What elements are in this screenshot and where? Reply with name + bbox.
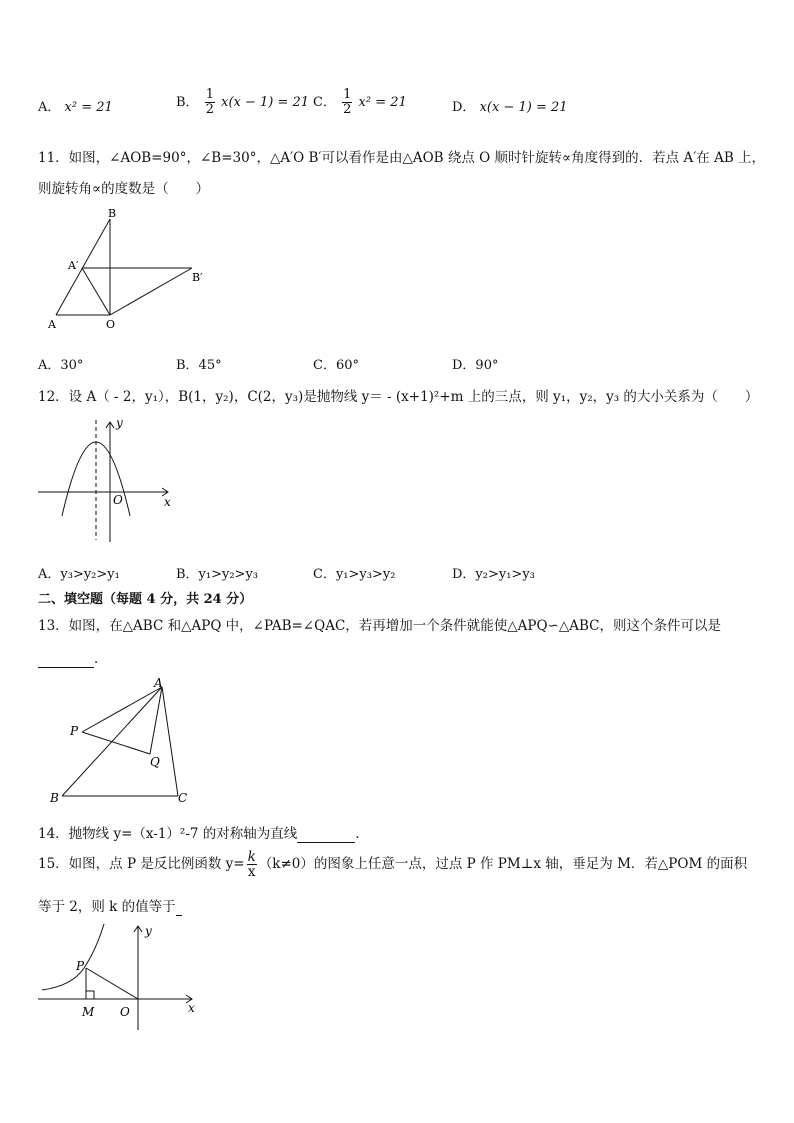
q15-text-line2: 等于 2，则 k 的值等于 (38, 895, 182, 916)
label-B-prime: B′ (192, 271, 203, 284)
label-x: x (188, 1001, 195, 1015)
q11-option-b: B．45° (176, 358, 222, 373)
label-Q: Q (150, 755, 160, 769)
right-angle-mark (86, 991, 94, 999)
q12-option-b: B．y₁>y₂>y₃ (176, 567, 259, 582)
label-A: A (48, 318, 56, 331)
label-B: B (108, 207, 117, 220)
q11-text-line1: 11．如图，∠AOB=90°，∠B=30°，△A′O B′可以看作是由△AOB 绕点 O 顺时针旋转∝角度得到的．若点 A′在 AB 上， (38, 150, 766, 166)
fraction: $\frac{1}{2}$ (205, 87, 214, 117)
label-A: A (154, 676, 163, 690)
label-P: P (70, 724, 79, 738)
hyperbola-curve (42, 924, 104, 990)
q12-option-c: C．y₁>y₃>y₂ (313, 567, 396, 582)
segment-OB1 (110, 268, 192, 315)
segment-AC (162, 687, 178, 796)
q10-option-a: A． x² = 21 (38, 100, 113, 115)
fraction: $\frac{1}{2}$ (343, 87, 352, 117)
q13-text-line1: 13．如图，在△ABC 和△APQ 中，∠PAB=∠QAC，若再增加一个条件就能使△APQ∽△ABC，则这个条件可以是 (38, 618, 721, 634)
fraction: $\frac{k}{x}$ (247, 849, 256, 880)
q15-text-line1: 15．如图，点 P 是反比例函数 y= $\frac{k}{x}$ （k≠0）的图象上任意一点，过点 P 作 PM⊥x 轴，垂足为 M．若△POM 的面积 (38, 849, 748, 880)
answer-blank (297, 826, 355, 843)
q13-figure (46, 674, 196, 809)
label-C: C (178, 791, 188, 805)
q12-option-d: D．y₂>y₁>y₃ (452, 567, 535, 582)
segment-AP (82, 687, 162, 732)
segment-AQ (150, 687, 162, 754)
q14-text: 14．抛物线 y=（x-1）²-7 的对称轴为直线 ． (38, 826, 369, 842)
q13-text-line2: ． (38, 647, 108, 668)
q10-option-d: D． x(x − 1) = 21 (452, 100, 568, 115)
label-M: M (82, 1005, 95, 1019)
q12-text: 12．设 A（ - 2，y₁），B(1，y₂)，C(2，y₃)是抛物线 y＝ - (x+1)²+m 上的三点，则 y₁，y₂，y₃ 的大小关系为（ ） (38, 389, 759, 405)
section-title: 二、填空题（每题 4 分，共 24 分） (38, 592, 253, 607)
label-origin: O (120, 1005, 130, 1019)
q12-option-a: A．y₃>y₂>y₁ (38, 567, 120, 582)
q15-figure (36, 920, 206, 1035)
answer-blank (38, 651, 94, 668)
label-P: P (76, 959, 85, 973)
q11-figure (40, 205, 220, 335)
q11-text-line2: 则旋转角∝的度数是（ ） (38, 181, 210, 197)
label-B: B (50, 791, 59, 805)
segment-A1O (82, 268, 110, 315)
label-y: y (116, 416, 123, 430)
label-A-prime: A′ (68, 259, 79, 272)
label-origin: O (113, 493, 123, 507)
segment-PQ (82, 732, 150, 754)
q11-option-d: D．90° (452, 358, 499, 373)
label-x: x (164, 495, 171, 509)
q10-option-c: C． $\frac{1}{2}$ x² = 21 (313, 87, 407, 117)
q11-option-a: A．30° (38, 358, 84, 373)
label-O: O (106, 318, 116, 331)
q11-option-c: C．60° (313, 358, 359, 373)
q12-figure (36, 412, 186, 547)
label-y: y (145, 924, 152, 938)
answer-blank (176, 899, 182, 916)
q10-option-b: B． $\frac{1}{2}$ x(x − 1) = 21 (176, 87, 310, 117)
